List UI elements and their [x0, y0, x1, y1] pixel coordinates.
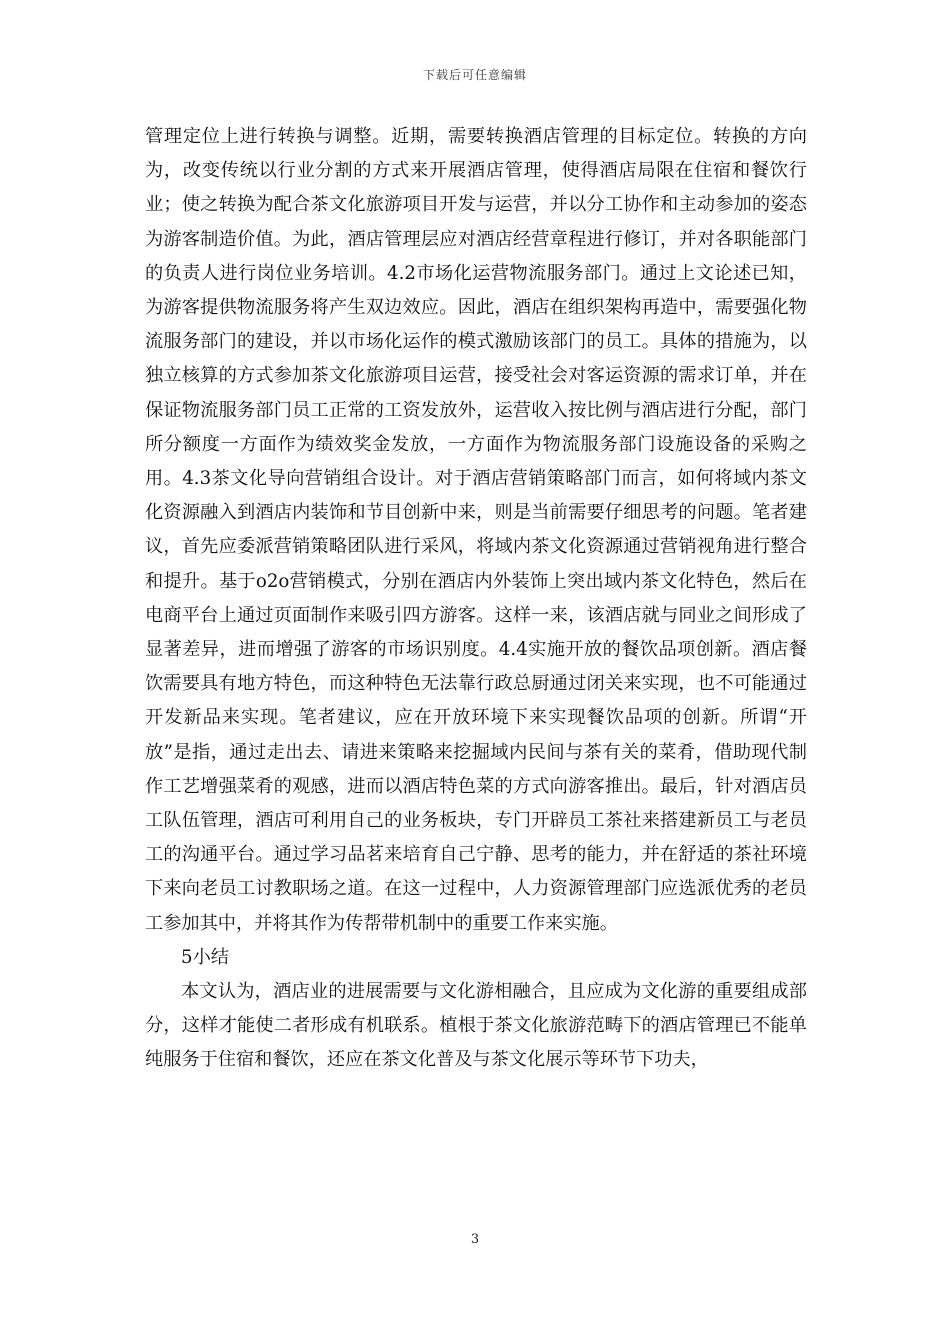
section-heading: 5小结 — [181, 946, 229, 968]
page-header: 下载后可任意编辑 — [422, 68, 527, 82]
page-number: 3 — [470, 1232, 480, 1247]
body-paragraph: 管理定位上进行转换与调整。近期，需要转换酒店管理的目标定位。转换的方向为，改变传统以行业分割的方式来开展酒店管理，使得酒店局限在住宿和餐饮行业；使之转换为配合茶文化旅游项目开发与运营，并以分工协作和主动参加的姿态为游客制造价值。为此，酒店管理层应对酒店经营章程进行修订，并对各职能部门的负责人进行岗位业务培训。4.2市场化运营物流服务部门。通过上文论述已知，为游客提供物流服务将产生双边效应。因此，酒店在组织架构再造中，需要强化物流服务部门的建设，并以市场化运作的模式激励该部门的员工。具体的措施为，以独立核算的方式参加茶文化旅游项目运营，接受社会对客运资源的需求订单，并在保证物流服务部门员工正常的工资发放外，运营收入按比例与酒店进行分配，部门所分额度一方面作为绩效奖金发放，一方面作为物流服务部门设施设备的采购之用。4.3茶文化导向营销组合设计。对于酒店营销策略部门而言，如何将域内茶文化资源融入到酒店内装饰和节目创新中来，则是当前需要仔细思考的问题。笔者建议，首先应委派营销策略团队进行采风，将域内茶文化资源通过营销视角进行整合和提升。基于o2o营销模式，分别在酒店内外装饰上突出域内茶文化特色，然后在电商平台上通过页面制作来吸引四方游客。这样一来，该酒店就与同业之间形成了显著差异，进而增强了游客的市场识别度。4.4实施开放的餐饮品项创新。酒店餐饮需要具有地方特色，而这种特色无法靠行政总厨通过闭关来实现，也不可能通过开发新品来实现。笔者建议，应在开放环境下来实现餐饮品项的创新。所谓“开放”是指，通过走出去、请进来策略来挖掘域内民间与茶有关的菜肴，借助现代制作工艺增强菜肴的观感，进而以酒店特色菜的方式向游客推出。最后，针对酒店员工队伍管理，酒店可利用自己的业务板块，专门开辟员工茶社来搭建新员工与老员工的沟通平台。通过学习品茗来培育自己宁静、思考的能力，并在舒适的茶社环境下来向老员工讨教职场之道。在这一过程中，人力资源管理部门应选派优秀的老员工参加其中，并将其作为传帮带机制中的重要工作来实施。 — [145, 126, 807, 934]
document-body — [145, 120, 807, 1078]
summary-paragraph: 本文认为，酒店业的进展需要与文化游相融合，且应成为文化游的重要组成部分，这样才能使二者形成有机联系。植根于茶文化旅游范畴下的酒店管理已不能单纯服务于住宿和餐饮，还应在茶文化普及与茶文化展示等环节下功夫， — [145, 981, 807, 1071]
